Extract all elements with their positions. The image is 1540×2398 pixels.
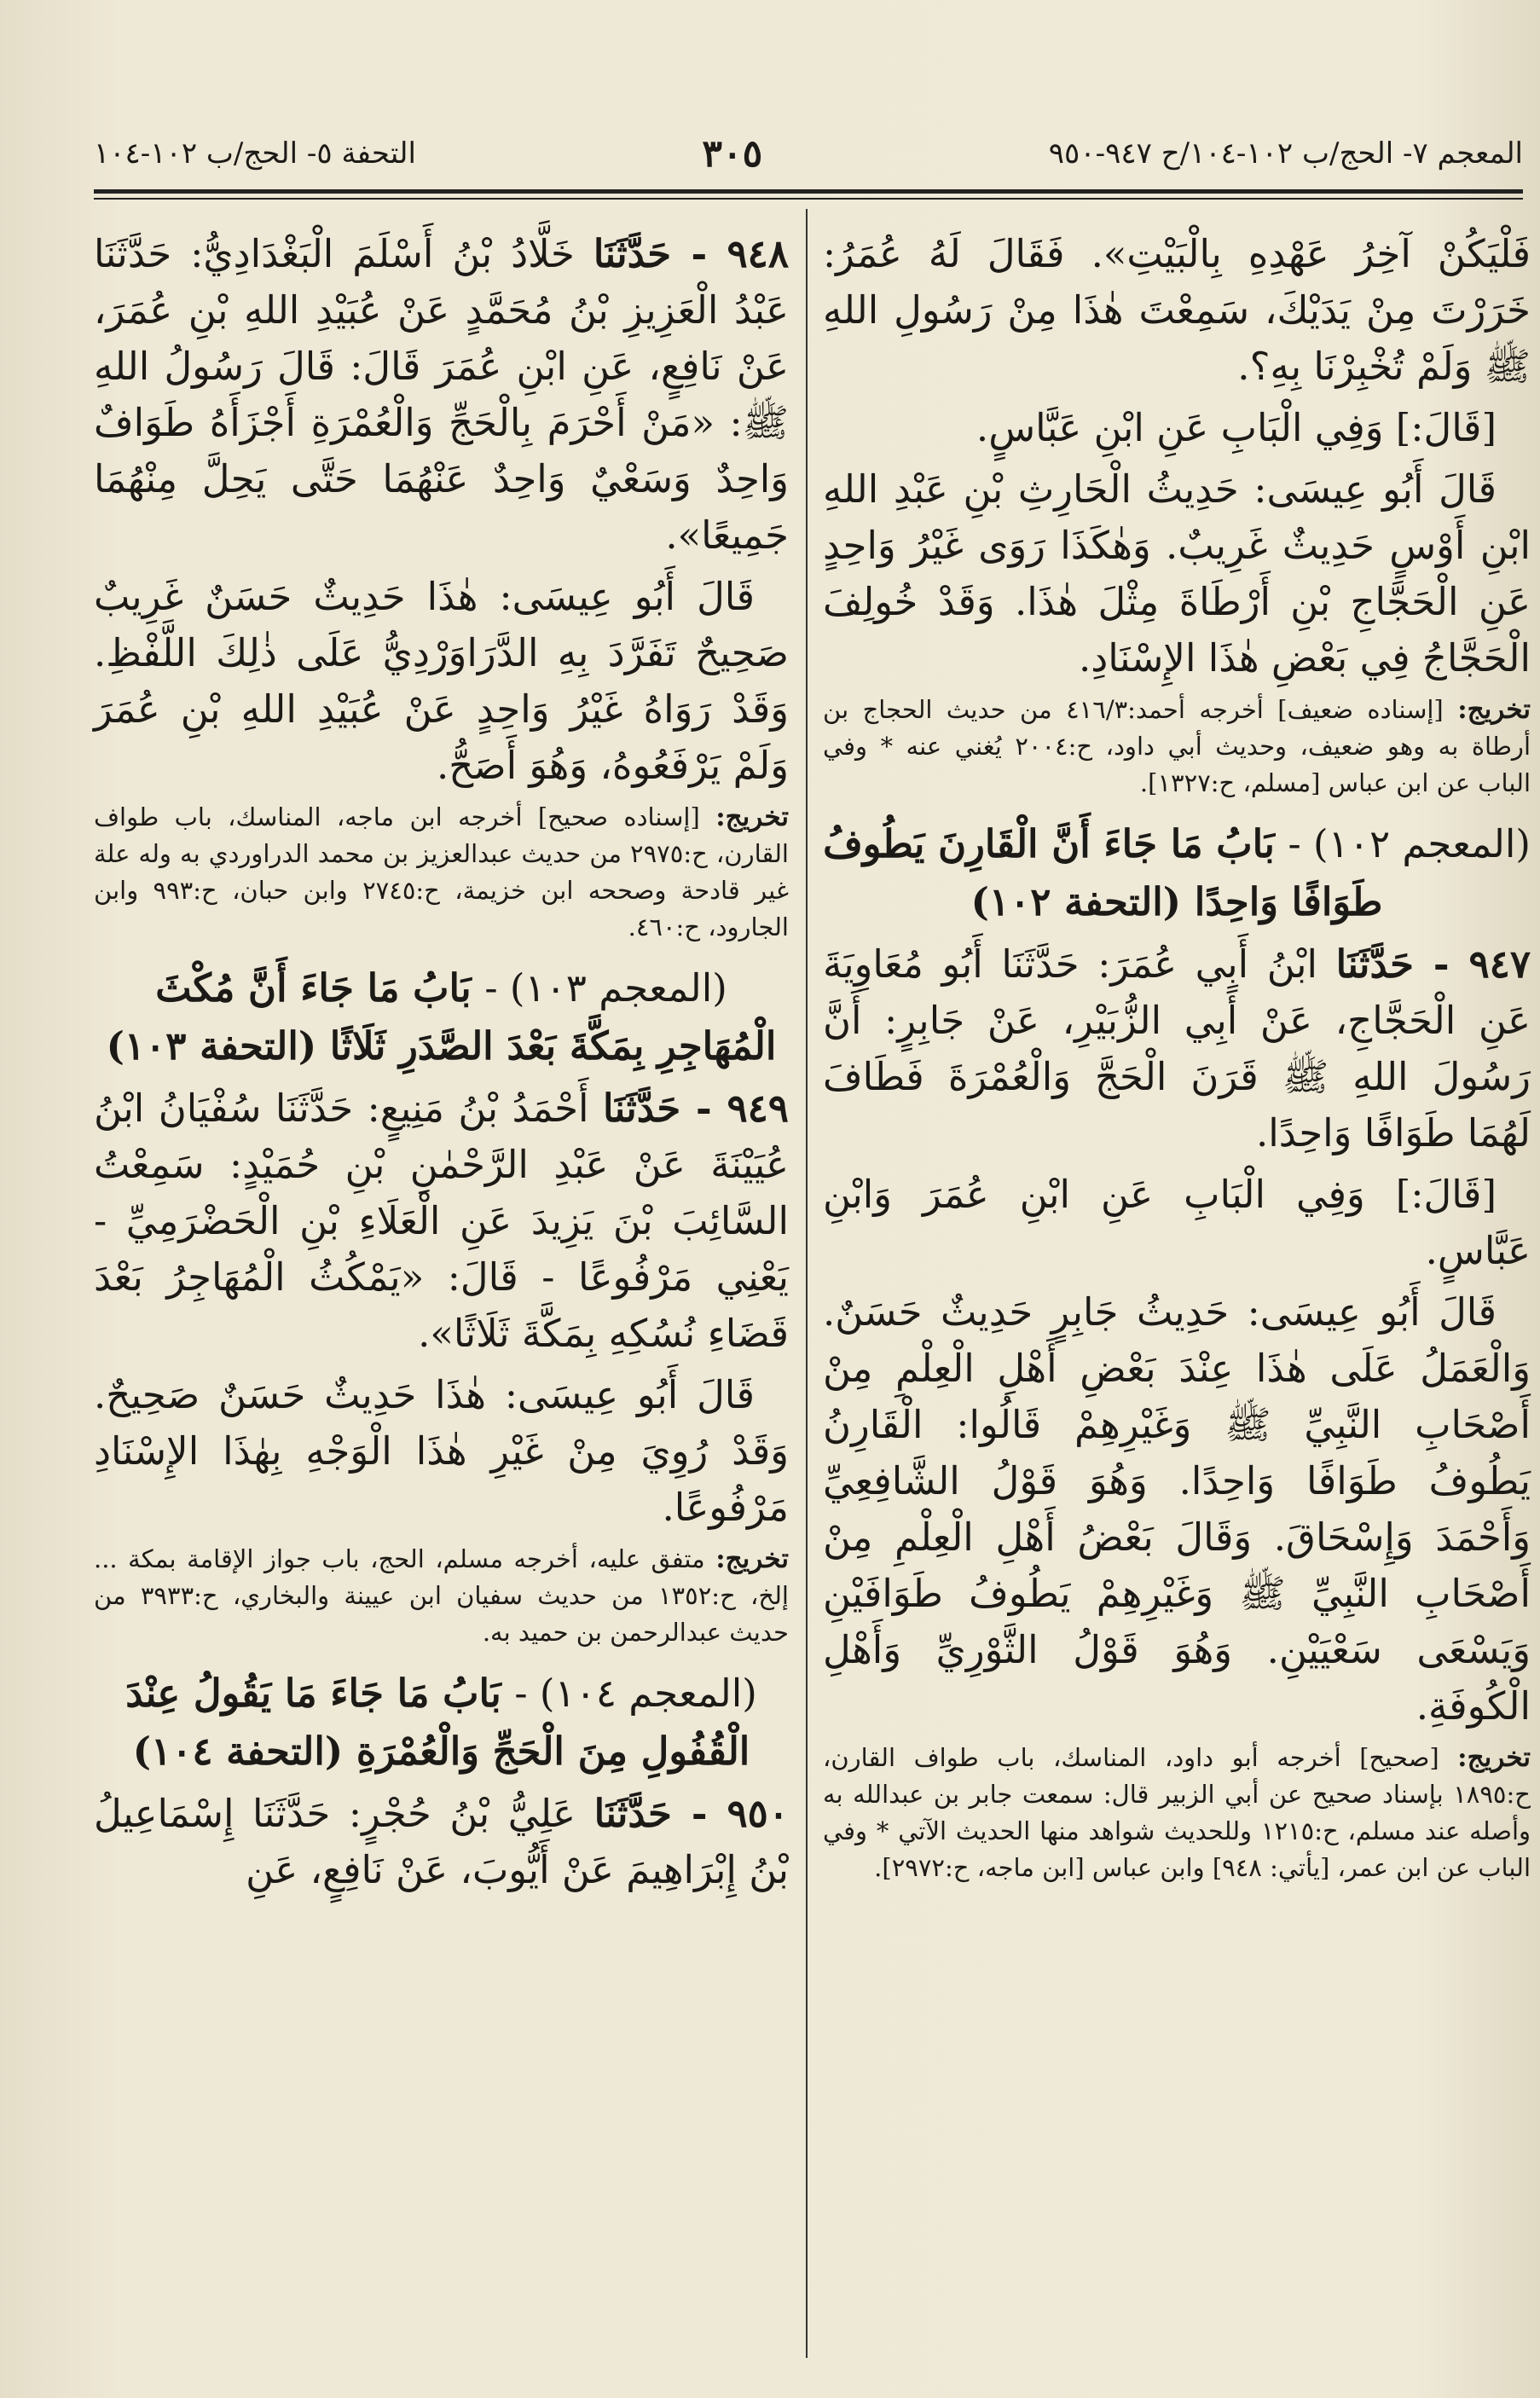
chapter-tuhfa-ref: (التحفة ١٠٤) xyxy=(132,1729,344,1774)
chapter-mujam-ref: (المعجم ١٠٣) - xyxy=(484,965,727,1011)
takhrij-label: تخريج: xyxy=(715,1544,790,1574)
chapter-heading-104 xyxy=(94,1665,789,1781)
hadith-949 xyxy=(94,1080,789,1362)
header-right-ref: المعجم ٧- الحج/ب ١٠٢-١٠٤/ح ٩٤٧-٩٥٠ xyxy=(1048,136,1523,171)
hadith-950 xyxy=(94,1786,789,1898)
paragraph-abu-isa-comment: قَالَ أَبُو عِيسَى: هٰذَا حَدِيثٌ حَسَنٌ صَحِيحٌ. وَقَدْ رُوِيَ مِنْ غَيْرِ هٰذَا الْوَجْهِ بِهٰذَا الإِسْنَادِ مَرْفُوعًا. xyxy=(94,1372,789,1530)
takhrij-label: تخريج: xyxy=(1457,1742,1531,1773)
takhrij-label: تخريج: xyxy=(1457,694,1531,725)
chapter-heading-102 xyxy=(823,815,1531,931)
takhrij-text: [صحيح] أخرجه أبو داود، المناسك، باب طواف القارن، ح:١٨٩٥ بإسناد صحيح عن أبي الزبير قال: سمعت جابر بن عبدالله به وأصله عند مسلم، ح:١٢١٥ وللحديث شواهد منها الحديث الآتي * وفي الباب عن ابن عمر، [يأتي: ٩٤٨] وابن عباس [ابن ماجه، ح:٢٩٧٢]. xyxy=(823,1743,1531,1882)
chapter-title: بَابُ مَا جَاءَ مَا يَقُولُ عِنْدَ الْقُفُولِ مِنَ الْحَجِّ وَالْعُمْرَةِ xyxy=(125,1671,750,1774)
takhrij-note xyxy=(94,799,789,946)
takhrij-note xyxy=(94,1541,789,1651)
paragraph-abu-isa-comment: قَالَ أَبُو عِيسَى: هٰذَا حَدِيثٌ حَسَنٌ غَرِيبٌ صَحِيحٌ تَفَرَّدَ بِهِ الدَّرَاوَرْدِيُّ عَلَى ذٰلِكَ اللَّفْظِ. وَقَدْ رَوَاهُ غَيْرُ وَاحِدٍ عَنْ عُبَيْدِ اللهِ بْنِ عُمَرَ وَلَمْ يَرْفَعُوهُ، وَهُوَ أَصَحُّ. xyxy=(94,574,789,788)
hadith-947 xyxy=(823,936,1531,1161)
header-rule-thin xyxy=(94,198,1523,200)
hadith-number: ٩٥٠ - حَدَّثَنَا xyxy=(593,1791,789,1836)
running-header xyxy=(94,128,1523,179)
page-number: ٣٠٥ xyxy=(702,131,763,176)
header-rule-thick xyxy=(94,189,1523,194)
hadith-number: ٩٤٧ - حَدَّثَنَا xyxy=(1335,941,1531,987)
paragraph-continuation: فَلْيَكُنْ آخِرُ عَهْدِهِ بِالْبَيْتِ». فَقَالَ لَهُ عُمَرُ: خَرَرْتَ مِنْ يَدَيْكَ، سَمِعْتَ هٰذَا مِنْ رَسُولِ اللهِ ﷺ وَلَمْ تُخْبِرْنَا بِهِ؟. xyxy=(823,231,1531,389)
chapter-heading-103 xyxy=(94,959,789,1075)
right-column xyxy=(823,226,1531,1900)
takhrij-note xyxy=(823,692,1531,802)
chapter-mujam-ref: (المعجم ١٠٢) - xyxy=(1288,821,1531,866)
takhrij-text: [إسناده ضعيف] أخرجه أحمد:٤١٦/٣ من حديث الحجاج بن أرطاة به وهو ضعيف، وحديث أبي داود، ح:٢٠٠٤ يُغني عنه * وفي الباب عن ابن عباس [مسلم، ح:١٣٢٧]. xyxy=(823,695,1531,797)
column-divider xyxy=(806,209,808,2358)
hadith-948 xyxy=(94,226,789,564)
paragraph-abu-isa-comment: قَالَ أَبُو عِيسَى: حَدِيثُ الْحَارِثِ بْنِ عَبْدِ اللهِ ابْنِ أَوْسٍ حَدِيثٌ غَرِيبٌ. وَهٰكَذَا رَوَى غَيْرُ وَاحِدٍ عَنِ الْحَجَّاجِ بْنِ أَرْطَاةَ مِثْلَ هٰذَا. وَقَدْ خُولِفَ الْحَجَّاجُ فِي بَعْضِ هٰذَا الإِسْنَادِ. xyxy=(823,466,1531,681)
paragraph-abu-isa-comment: قَالَ أَبُو عِيسَى: حَدِيثُ جَابِرٍ حَدِيثٌ حَسَنٌ. وَالْعَمَلُ عَلَى هٰذَا عِنْدَ بَعْضِ أَهْلِ الْعِلْمِ مِنْ أَصْحَابِ النَّبِيِّ ﷺ وَغَيْرِهِمْ قَالُوا: الْقَارِنُ يَطُوفُ طَوَافًا وَاحِدًا. وَهُوَ قَوْلُ الشَّافِعِيِّ وَأَحْمَدَ وَإِسْحَاقَ. وَقَالَ بَعْضُ أَهْلِ الْعِلْمِ مِنْ أَصْحَابِ النَّبِيِّ ﷺ وَغَيْرِهِمْ يَطُوفُ طَوَافَيْنِ وَيَسْعَى سَعْيَيْنِ. وَهُوَ قَوْلُ الثَّوْرِيِّ وَأَهْلِ الْكُوفَةِ. xyxy=(823,1289,1531,1729)
hadith-number: ٩٤٩ - حَدَّثَنَا xyxy=(602,1086,789,1131)
hadith-text: ابْنُ أَبِي عُمَرَ: حَدَّثَنَا أَبُو مُعَاوِيَةَ عَنِ الْحَجَّاجِ، عَنْ أَبِي الزُّبَيْرِ، عَنْ جَابِرٍ: أَنَّ رَسُولَ اللهِ ﷺ قَرَنَ الْحَجَّ وَالْعُمْرَةَ فَطَافَ لَهُمَا طَوَافًا وَاحِدًا. xyxy=(823,941,1531,1156)
header-left-ref: التحفة ٥- الحج/ب ١٠٢-١٠٤ xyxy=(94,136,416,171)
chapter-title: بَابُ مَا جَاءَ أَنَّ الْقَارِنَ يَطُوفُ طَوَافًا وَاحِدًا xyxy=(823,821,1383,924)
left-column xyxy=(94,226,789,1903)
takhrij-label: تخريج: xyxy=(715,802,790,832)
takhrij-text: متفق عليه، أخرجه مسلم، الحج، باب جواز الإقامة بمكة ... إلخ، ح:١٣٥٢ من حديث سفيان ابن عيينة والبخاري، ح:٣٩٣٣ من حديث عبدالرحمن بن حميد به. xyxy=(94,1544,789,1647)
chapter-tuhfa-ref: (التحفة ١٠٢) xyxy=(970,879,1182,924)
hadith-number: ٩٤٨ - حَدَّثَنَا xyxy=(593,231,789,276)
chapter-mujam-ref: (المعجم ١٠٤) - xyxy=(514,1671,757,1716)
hadith-text: خَلَّادُ بْنُ أَسْلَمَ الْبَغْدَادِيُّ: حَدَّثَنَا عَبْدُ الْعَزِيزِ بْنُ مُحَمَّدٍ عَنْ عُبَيْدِ اللهِ بْنِ عُمَرَ، عَنْ نَافِعٍ، عَنِ ابْنِ عُمَرَ قَالَ: قَالَ رَسُولُ اللهِ ﷺ: «مَنْ أَحْرَمَ بِالْحَجِّ وَالْعُمْرَةِ أَجْزَأَهُ طَوَافٌ وَاحِدٌ وَسَعْيٌ وَاحِدٌ عَنْهُمَا حَتَّى يَحِلَّ مِنْهُمَا جَمِيعًا». xyxy=(94,231,789,558)
chapter-tuhfa-ref: (التحفة ١٠٣) xyxy=(106,1023,317,1069)
takhrij-note xyxy=(823,1740,1531,1886)
paragraph-bab-note: [قَالَ:] وَفِي الْبَابِ عَنِ ابْنِ عَبَّاسٍ. xyxy=(976,405,1497,450)
takhrij-text: [إسناده صحيح] أخرجه ابن ماجه، المناسك، باب طواف القارن، ح:٢٩٧٥ من حديث عبدالعزيز بن محمد الدراوردي به وله علة غير قادحة وصححه ابن خزيمة، ح:٢٧٤٥ وابن حبان، ح:٩٩٣ وابن الجارود، ح:٤٦٠. xyxy=(94,802,789,941)
paragraph-bab-note: [قَالَ:] وَفِي الْبَابِ عَنِ ابْنِ عُمَرَ وَابْنِ عَبَّاسٍ. xyxy=(823,1172,1531,1273)
hadith-text: عَلِيُّ بْنُ حُجْرٍ: حَدَّثَنَا إِسْمَاعِيلُ بْنُ إِبْرَاهِيمَ عَنْ أَيُّوبَ، عَنْ نَافِعٍ، عَنِ xyxy=(94,1791,789,1892)
chapter-title: بَابُ مَا جَاءَ أَنَّ مُكْثَ الْمُهَاجِرِ بِمَكَّةَ بَعْدَ الصَّدَرِ ثَلَاثًا xyxy=(155,965,777,1069)
hadith-text: أَحْمَدُ بْنُ مَنِيعٍ: حَدَّثَنَا سُفْيَانُ ابْنُ عُيَيْنَةَ عَنْ عَبْدِ الرَّحْمٰنِ بْنِ حُمَيْدٍ: سَمِعْتُ السَّائِبَ بْنَ يَزِيدَ عَنِ الْعَلَاءِ بْنِ الْحَضْرَمِيِّ - يَعْنِي مَرْفُوعًا - قَالَ: «يَمْكُثُ الْمُهَاجِرُ بَعْدَ قَضَاءِ نُسُكِهِ بِمَكَّةَ ثَلَاثًا». xyxy=(94,1086,789,1356)
